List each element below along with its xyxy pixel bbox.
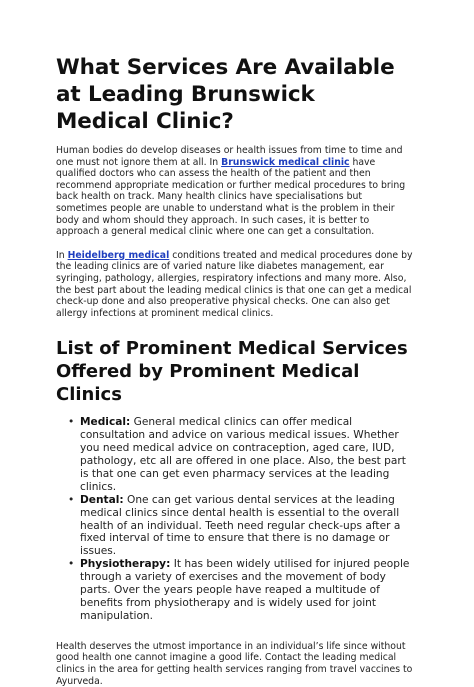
services-list bbox=[56, 416, 414, 623]
service-description: One can get various dental services at the leading medical clinics since dental health is essential to the overall health of an individual. Teeth need regular check-ups after a fixed interval of time to ensure that there is no damage or issues. bbox=[80, 493, 401, 558]
intro-text-before: Human bodies do develop diseases or health issues from time to time and one must not ignore them at all. In bbox=[56, 145, 403, 168]
intro-paragraph bbox=[56, 145, 414, 238]
list-item-dental bbox=[68, 493, 414, 559]
list-item-physiotherapy bbox=[68, 558, 414, 623]
list-item-medical bbox=[68, 416, 414, 493]
services-heading: List of Prominent Medical Services Offered by Prominent Medical Clinics bbox=[56, 338, 408, 406]
heidelberg-medical-link[interactable]: Heidelberg medical bbox=[67, 249, 170, 261]
intro-text-after: have qualified doctors who can assess the health of the patient and then recommend appropriate medication or further medical procedures to bring back health on track. Many health clinics have specialisations but sometimes people are unable to understand what is the problem in their body and whom should they approach. In such cases, it is better to approach a general medical clinic where one can get a consultation. bbox=[56, 156, 406, 238]
bullet-icon: • bbox=[68, 493, 75, 506]
second-text-after: conditions treated and medical procedures done by the leading clinics are of varied nature like diabetes management, ear syringing, pathology, allergies, respiratory infections and many more. Also, the best part about the leading medical clinics is that one can get a medical check-up done and also preoperative physical checks. One can also get allergy infections at prominent medical clinics. bbox=[56, 249, 413, 319]
service-description: It has been widely utilised for injured people through a variety of exercises and the movement of body parts. Over the years people have reaped a multitude of benefits from physiotherapy and is widely used for joint manipulation. bbox=[80, 558, 410, 622]
service-name: Medical: bbox=[80, 416, 131, 429]
second-paragraph bbox=[56, 250, 414, 320]
bullet-icon: • bbox=[68, 416, 75, 429]
second-text-before: In bbox=[56, 249, 68, 261]
bullet-icon: • bbox=[68, 558, 75, 571]
brunswick-medical-clinic-link[interactable]: Brunswick medical clinic bbox=[221, 156, 350, 168]
service-name: Dental: bbox=[80, 493, 124, 506]
service-description: General medical clinics can offer medical consultation and advice on various medical issues. Whether you need medical advice on contraception, aged care, IUD, pathology, etc all are offered in one place. Also, the best part is that one can get even pharmacy services at the leading clinics. bbox=[80, 416, 406, 493]
closing-paragraph: Health deserves the utmost importance in an individual’s life since without good health one cannot imagine a good life. Contact the leading medical clinics in the area for getting health services ranging from travel vaccines to Ayurveda. bbox=[56, 640, 413, 687]
service-name: Physiotherapy: bbox=[80, 558, 171, 571]
page-title: What Services Are Available at Leading Brunswick Medical Clinic? bbox=[56, 55, 395, 134]
